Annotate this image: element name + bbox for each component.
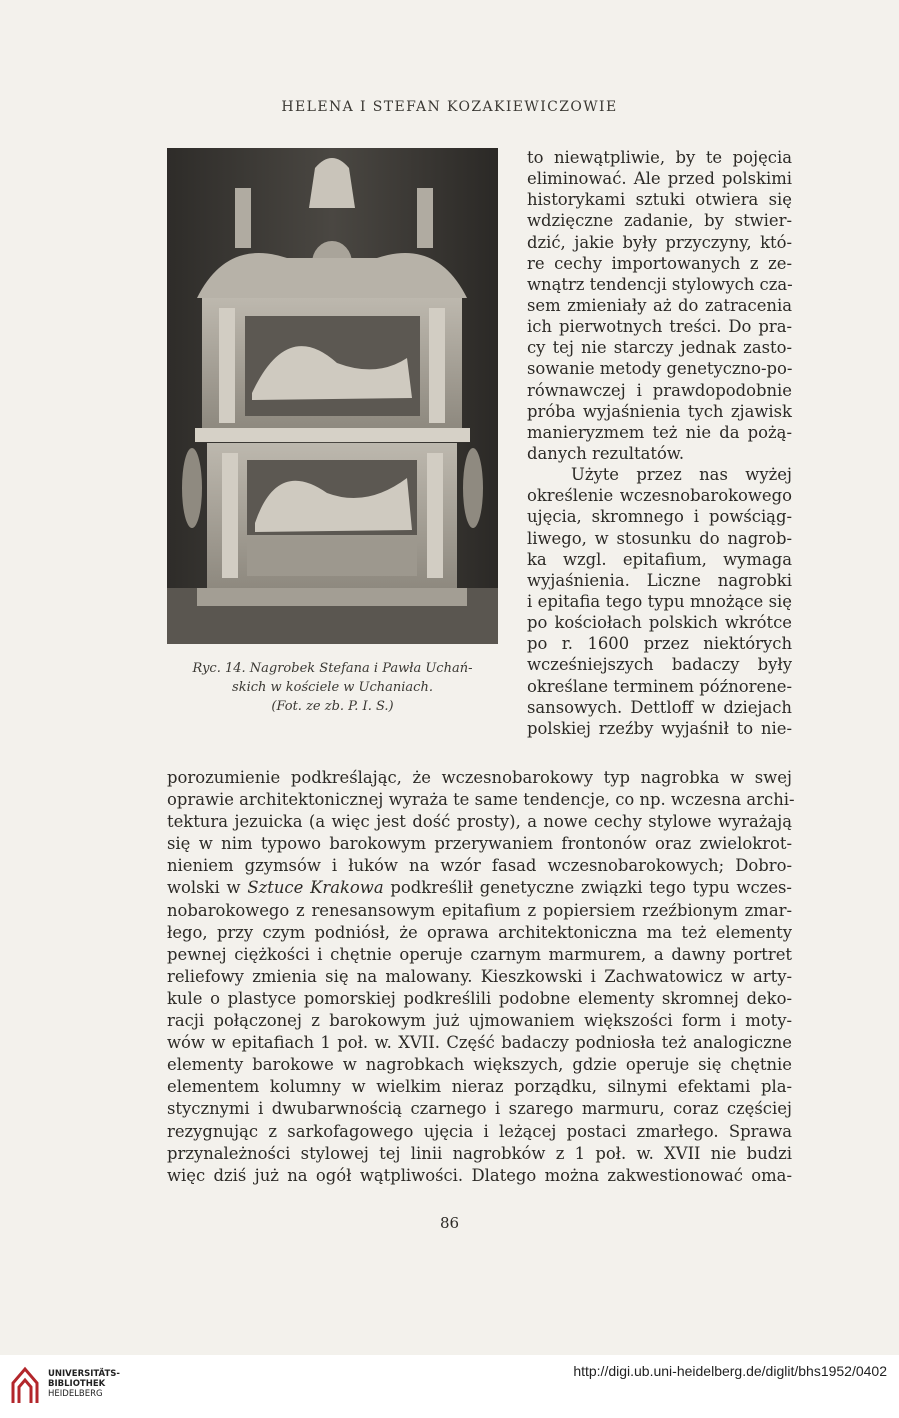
- text-line: stycznymi i dwubarwnością czarnego i szarego marmuru, coraz częściej: [167, 1099, 792, 1119]
- text-fragment: podkreślił genetyczne związki tego typu wczes-: [390, 878, 792, 898]
- text-line: ujęcia, skromnego i powściąg-: [527, 507, 792, 527]
- side-text-column: [527, 147, 792, 739]
- text-line: określane terminem późnorene-: [527, 676, 792, 696]
- text-line: elementy barokowe w nagrobkach większych, gdzie operuje się chętnie: [167, 1055, 792, 1075]
- figure-caption: [150, 659, 515, 716]
- text-line: manieryzmem też nie da pożą-: [527, 422, 792, 442]
- text-line: przynależności stylowej tej linii nagrobków z 1 poł. w. XVII nie budzi: [167, 1143, 792, 1163]
- text-line: pewnej ciężkości i chętnie operuje czarnym marmurem, a dawny portret: [167, 944, 792, 964]
- text-line: re cechy importowanych z ze-: [527, 253, 792, 273]
- text-line: nieniem gzymsów i łuków na wzór fasad wczesnobarokowych; Dobro-: [167, 856, 792, 876]
- text-line: racji połączonej z barokowym już ujmowaniem większości form i moty-: [167, 1011, 792, 1031]
- text-line: wyjaśnienia. Liczne nagrobki: [527, 570, 792, 590]
- page-number: 86: [439, 1214, 460, 1232]
- full-width-text: [167, 767, 795, 1187]
- digitization-footer: [0, 1355, 899, 1418]
- book-title: Sztuce Krakowa: [247, 878, 384, 898]
- tomb-photograph: [167, 148, 498, 644]
- text-line: sem zmieniały aż do zatracenia: [527, 295, 792, 315]
- text-line: nobarokowego z renesansowym epitafium z popiersiem rzeźbionym zmar-: [167, 900, 792, 920]
- text-line: eliminować. Ale przed polskimi: [527, 169, 792, 189]
- text-line: dzić, jakie były przyczyny, któ-: [527, 232, 792, 252]
- text-line: kule o plastyce pomorskiej podkreślili podobne elementy skromnej deko-: [167, 988, 792, 1008]
- text-fragment: wolski w: [167, 878, 241, 898]
- text-line: po kościołach polskich wkrótce: [527, 613, 792, 633]
- text-line: Użyte przez nas wyżej: [571, 465, 792, 485]
- text-line: więc dziś już na ogół wątpliwości. Dlatego można zakwestionować oma-: [167, 1165, 792, 1185]
- library-name-line: HEIDELBERG: [48, 1389, 103, 1399]
- text-line-with-title: [167, 877, 792, 899]
- text-line: oprawie architektonicznej wyraża te same tendencje, co np. wczesna archi-: [167, 790, 795, 810]
- text-line: to niewątpliwie, by te pojęcia: [527, 148, 792, 167]
- text-line: historykami sztuki otwiera się: [527, 190, 792, 210]
- library-logo-icon: [10, 1363, 40, 1407]
- text-line: łego, przy czym podniósł, że oprawa architektoniczna ma też elementy: [167, 922, 792, 942]
- text-line: wów w epitafiach 1 poł. w. XVII. Część badaczy podniosła też analogiczne: [167, 1033, 792, 1053]
- library-name-line: BIBLIOTHEK: [48, 1379, 106, 1389]
- text-line: reliefowy zmienia się na malowany. Kieszkowski i Zachwatowicz w arty-: [167, 966, 792, 986]
- text-line: sansowych. Dettloff w dziejach: [527, 697, 792, 717]
- caption-line: (Fot. ze zb. P. I. S.): [271, 699, 394, 714]
- caption-line: skich w kościele w Uchaniach.: [232, 680, 433, 695]
- text-line: wnątrz tendencji stylowych cza-: [527, 274, 793, 294]
- text-line: elementem kolumny w wielkim nieraz porządku, silnymi efektami pla-: [167, 1077, 792, 1097]
- text-line: równawczej i prawdopodobnie: [527, 380, 792, 400]
- text-line: cy tej nie starczy jednak zasto-: [527, 338, 792, 358]
- caption-line: Ryc. 14. Nagrobek Stefana i Pawła Uchań-: [192, 661, 473, 676]
- text-line: ka wzgl. epitafium, wymaga: [527, 549, 792, 569]
- text-line: ich pierwotnych treści. Do pra-: [527, 317, 792, 337]
- text-line: rezygnując z sarkofagowego ujęcia i leżącej postaci zmarłego. Sprawa: [167, 1121, 792, 1141]
- text-line: tektura jezuicka (a więc jest dość prosty), a nowe cechy stylowe wyrażają: [167, 812, 792, 832]
- text-line: sowanie metody genetyczno-po-: [527, 359, 793, 379]
- text-line: porozumienie podkreślając, że wczesnobarokowy typ nagrobka w swej: [167, 768, 792, 787]
- text-line: po r. 1600 przez niektórych: [527, 634, 792, 654]
- text-line: próba wyjaśnienia tych zjawisk: [527, 401, 792, 421]
- running-header: HELENA I STEFAN KOZAKIEWICZOWIE: [281, 99, 618, 115]
- text-line: polskiej rzeźby wyjaśnił to nie-: [527, 718, 792, 738]
- text-line: się w nim typowo barokowym przerywaniem frontonów oraz zwielokrot-: [167, 834, 792, 854]
- library-name: [48, 1369, 120, 1399]
- permalink-url[interactable]: http://digi.ub.uni-heidelberg.de/diglit/bhs1952/0402: [573, 1363, 887, 1379]
- text-line: wdzięczne zadanie, by stwier-: [527, 211, 792, 231]
- text-line: określenie wczesnobarokowego: [527, 486, 792, 506]
- library-name-line: UNIVERSITÄTS-: [48, 1369, 120, 1379]
- text-line: liwego, w stosunku do nagrob-: [527, 528, 792, 548]
- text-line: danych rezultatów.: [527, 443, 685, 463]
- text-line: i epitafia tego typu mnożące się: [527, 591, 792, 611]
- text-line: wcześniejszych badaczy były: [527, 655, 792, 675]
